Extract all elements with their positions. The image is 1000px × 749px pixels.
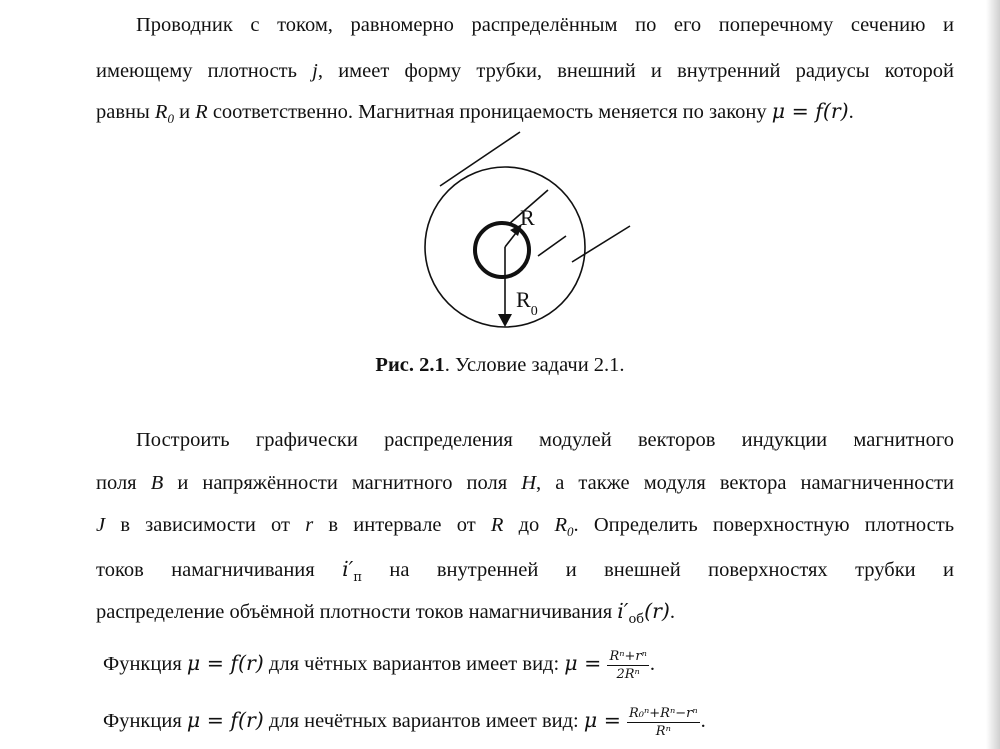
formula-lhs: μ = bbox=[583, 708, 621, 732]
text-segment: токов намагничивания bbox=[96, 559, 315, 581]
fraction-numerator: Rⁿ+rⁿ bbox=[609, 648, 647, 664]
radius-R0-arrowhead bbox=[498, 314, 512, 327]
text-segment: соответственно. Магнитная проницаемость меняется по закону bbox=[212, 101, 767, 123]
label-R: R bbox=[520, 205, 535, 230]
text-segment: . Определить поверхностную плотность bbox=[573, 514, 955, 536]
symbol-i-ob: $i'_{об}(r)$ bbox=[617, 599, 670, 628]
symbol-j: j bbox=[312, 60, 318, 82]
formula-mu: μ = f(r) bbox=[186, 708, 264, 732]
formula-mu: μ = f(r) bbox=[771, 99, 849, 123]
symbol-R0: $R_0$ bbox=[154, 101, 174, 127]
paragraph2-line4 bbox=[96, 556, 954, 591]
text-segment: , имеет форму трубки, внешний и внутренний радиусы которой bbox=[317, 60, 954, 82]
figure-tube-cross-section bbox=[0, 0, 1000, 360]
text-segment: , а также модуля вектора намагниченности bbox=[536, 472, 955, 494]
paragraph2-line1 bbox=[136, 427, 954, 453]
symbol-R: R bbox=[195, 101, 208, 123]
inner-circle bbox=[475, 223, 529, 277]
text-segment: и напряжённости магнитного поля bbox=[177, 472, 508, 494]
text-segment: до bbox=[518, 514, 540, 536]
text-segment: и bbox=[179, 101, 191, 123]
text-segment: для чётных вариантов имеет вид: bbox=[268, 653, 560, 675]
fraction-denominator: 2Rⁿ bbox=[616, 666, 640, 682]
symbol-R0: $R_0$ bbox=[554, 514, 574, 540]
text-segment: распределение объёмной плотности токов намагничивания bbox=[96, 601, 613, 623]
text-segment: на внутренней и внешней поверхностях трубки и bbox=[389, 559, 954, 581]
hatch-line-outer-top bbox=[440, 132, 520, 186]
text-segment: . bbox=[700, 710, 706, 732]
text-segment: поля bbox=[96, 472, 137, 494]
fraction-odd bbox=[627, 706, 700, 739]
fraction-denominator: Rⁿ bbox=[655, 723, 671, 739]
text-segment: . bbox=[848, 101, 854, 123]
fraction-even bbox=[607, 649, 648, 682]
symbol-H: H bbox=[521, 472, 537, 494]
caption-text: . Условие задачи 2.1. bbox=[444, 354, 625, 376]
text-segment: для нечётных вариантов имеет вид: bbox=[268, 710, 579, 732]
formula-mu: μ = f(r) bbox=[186, 651, 264, 675]
text-segment: Функция bbox=[103, 653, 182, 675]
text-segment: имеющему плотность bbox=[96, 60, 297, 82]
function-even-line bbox=[103, 643, 963, 684]
hatch-line-outer-right bbox=[572, 226, 630, 262]
paragraph2-line5 bbox=[96, 598, 954, 633]
paragraph2-line1-text: Построить графически распределения модулей векторов индукции магнитного bbox=[136, 429, 954, 451]
label-R0: $R_0$ bbox=[516, 287, 538, 319]
text-segment: равны bbox=[96, 101, 150, 123]
paragraph2-line3 bbox=[96, 512, 954, 545]
paragraph2-line2 bbox=[96, 470, 954, 496]
symbol-R: R bbox=[490, 514, 504, 536]
text-segment: в интервале от bbox=[328, 514, 476, 536]
symbol-i-p: $i'_п$ bbox=[342, 557, 362, 586]
symbol-B: B bbox=[150, 472, 164, 494]
caption-label: Рис. 2.1 bbox=[375, 354, 445, 376]
function-odd-line bbox=[103, 700, 963, 741]
symbol-J: J bbox=[96, 514, 106, 536]
hatch-line-inner-right bbox=[538, 236, 566, 256]
figure-caption bbox=[0, 352, 1000, 378]
formula-lhs: μ = bbox=[564, 651, 602, 675]
text-segment: Функция bbox=[103, 710, 182, 732]
text-segment: . bbox=[669, 601, 676, 623]
fraction-numerator: R₀ⁿ+Rⁿ−rⁿ bbox=[629, 705, 698, 721]
paragraph1-line1-text: Проводник с током, равномерно распределённым по его поперечному сечению и bbox=[136, 14, 954, 36]
text-segment: в зависимости от bbox=[120, 514, 290, 536]
symbol-r: r bbox=[305, 514, 314, 536]
text-segment: . bbox=[649, 653, 656, 675]
